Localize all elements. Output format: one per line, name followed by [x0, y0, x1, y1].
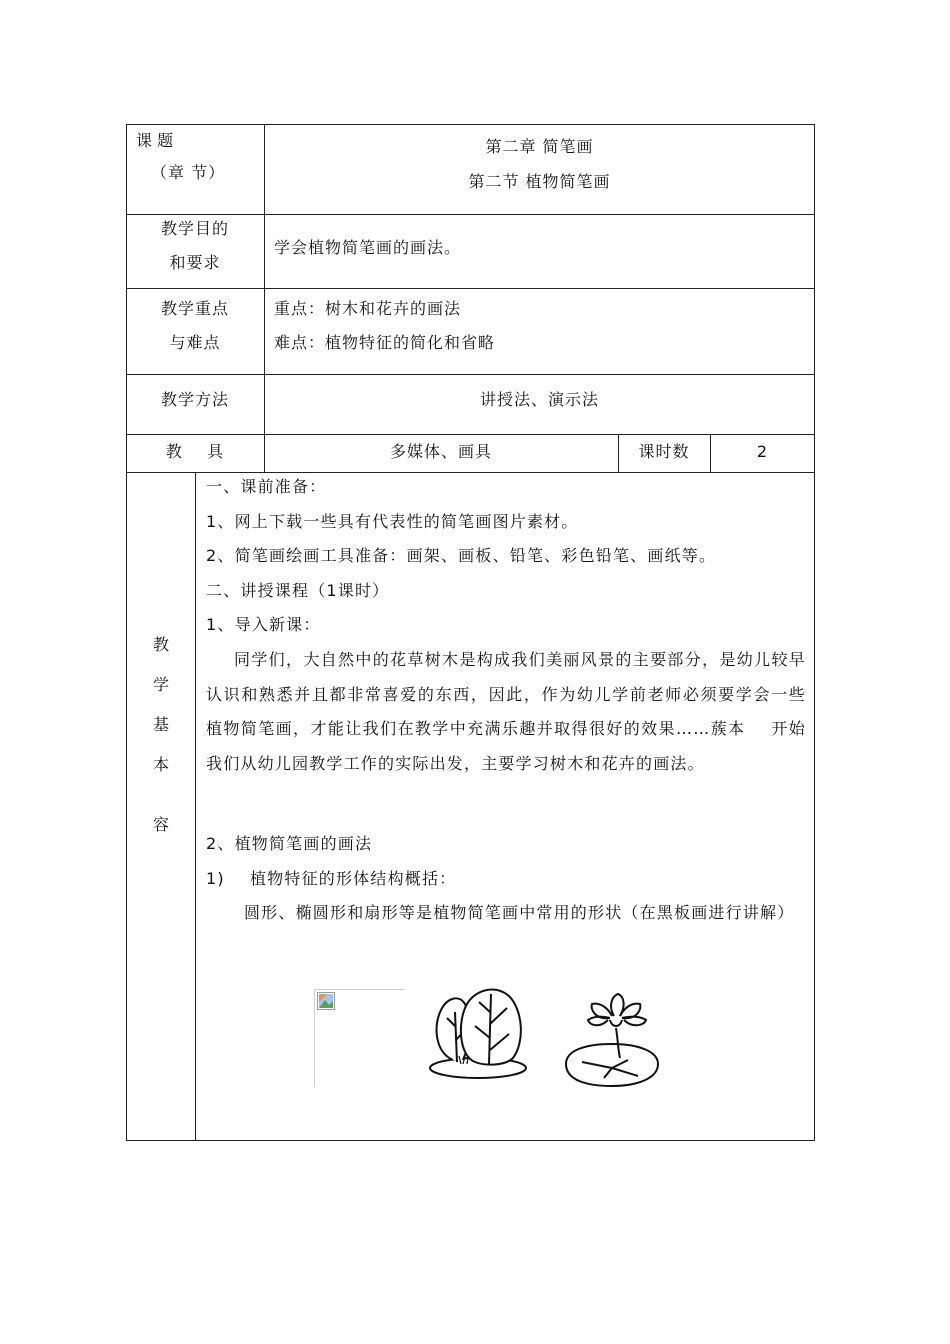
hours-label: 课时数	[638, 442, 690, 461]
content-label-char: 本	[152, 755, 169, 774]
shape-paragraph: 圆形、椭圆形和扇形等是植物简笔画中常用的形状（在黑板画进行讲解）	[244, 903, 795, 922]
row-divider	[126, 288, 815, 289]
method-label: 教学方法	[160, 390, 229, 409]
title-label-line1: 课 题	[136, 131, 174, 150]
tools-label: 教 具	[165, 442, 225, 461]
objectives-label-line1: 教学目的	[160, 219, 229, 238]
lotus-sketch	[556, 990, 666, 1090]
prep-title: 一、课前准备：	[206, 477, 327, 496]
objectives-value: 学会植物简笔画的画法。	[274, 238, 462, 257]
method-value: 讲授法、演示法	[479, 390, 599, 409]
feature-subtitle: 1) 植物特征的形体结构概括：	[206, 869, 457, 888]
difficulty-text: 难点：植物特征的简化和省略	[274, 333, 496, 352]
section-title: 第二节 植物简笔画	[468, 172, 611, 191]
content-label-char: 学	[152, 675, 169, 694]
tools-value: 多媒体、画具	[389, 442, 492, 461]
hours-value: 2	[756, 442, 769, 461]
content-label-char: 教	[152, 635, 169, 654]
trees-sketch	[423, 982, 533, 1082]
prep-item-1: 1、网上下载一些具有代表性的简笔画图片素材。	[206, 512, 579, 531]
objectives-label-line2: 和要求	[169, 253, 221, 272]
lecture-title: 二、讲授课程（1课时）	[206, 581, 390, 600]
prep-item-2: 2、简笔画绘画工具准备：画架、画板、铅笔、彩色铅笔、画纸等。	[206, 546, 717, 565]
keypoints-label-line2: 与难点	[169, 333, 221, 352]
broken-image-icon	[317, 992, 335, 1010]
title-label-line2: （章 节）	[151, 163, 226, 182]
content-label-char: 容	[152, 815, 169, 834]
intro-paragraph: 同学们，大自然中的花草树木是构成我们美丽风景的主要部分，是幼儿较早认识和熟悉并且都非常喜爱的东西，因此，作为幼儿学前老师必须要学会一些植物简笔画，才能让我们在教学中充满乐趣并取得很好的效果……蔟本 开始我们从幼儿园教学工作的实际出发，主要学习树木和花卉的画法。	[206, 650, 806, 773]
key-point-text: 重点：树木和花卉的画法	[274, 299, 462, 318]
column-divider	[195, 472, 196, 1141]
image-placeholder	[314, 989, 405, 1087]
method-subtitle: 2、植物简笔画的画法	[206, 834, 373, 853]
intro-title: 1、导入新课：	[206, 615, 321, 634]
keypoints-label-line1: 教学重点	[160, 299, 229, 318]
content-label-char: 基	[152, 715, 169, 734]
chapter-title: 第二章 简笔画	[485, 137, 594, 156]
row-divider	[126, 374, 815, 375]
